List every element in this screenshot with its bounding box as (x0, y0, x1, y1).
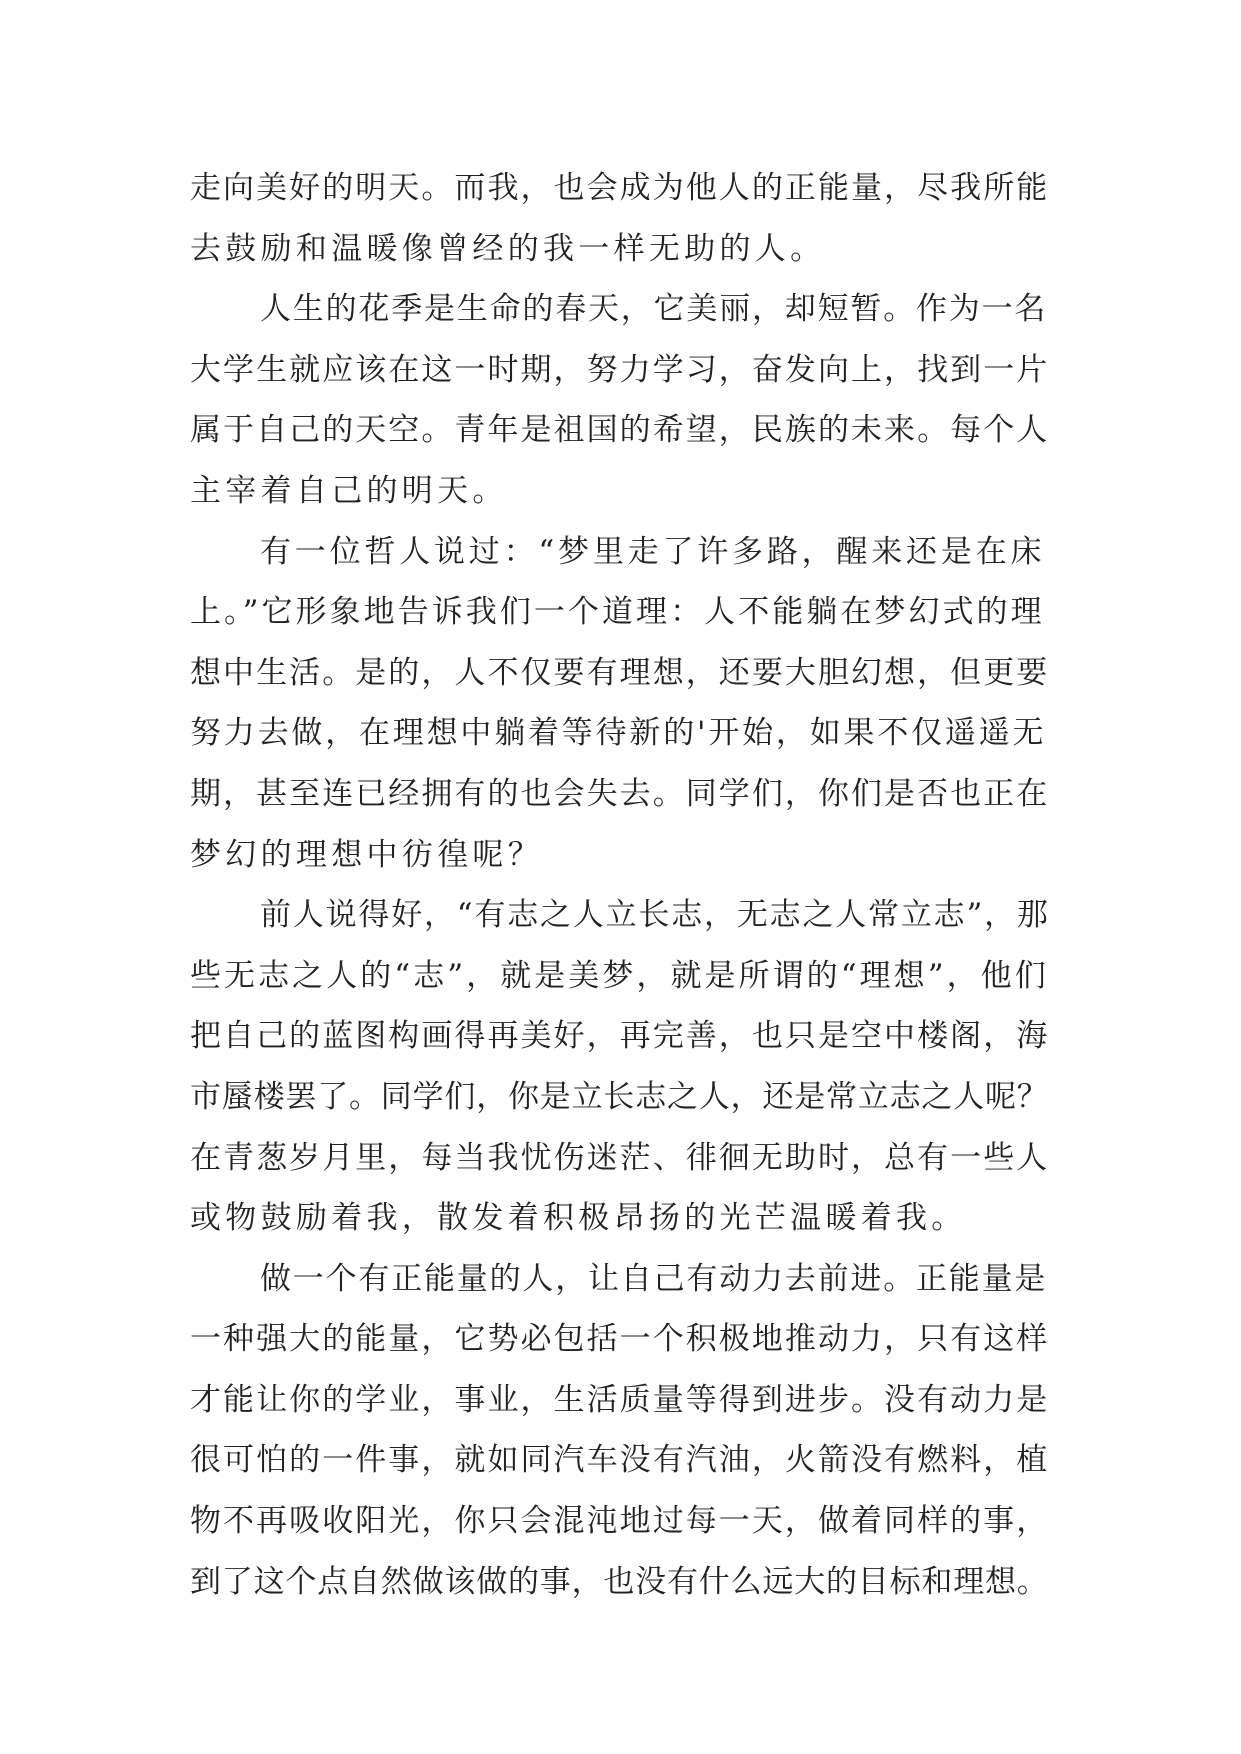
text-line: 去鼓励和温暖像曾经的我一样无助的人。 (190, 230, 826, 267)
text-line: 主宰着自己的明天。 (190, 472, 508, 509)
paragraph-first-line: 前人说得好，“有志之人立长志，无志之人常立志”，那 (260, 897, 1050, 934)
document-body (190, 158, 1050, 1612)
text-line: 市蜃楼罢了。同学们，你是立长志之人，还是常立志之人呢？ (190, 1078, 1049, 1115)
paragraph-first-line: 人生的花季是生命的春天，它美丽，却短暂。作为一名 (260, 291, 1048, 328)
text-line: 努力去做，在理想中躺着等待新的'开始，如果不仅遥遥无 (190, 715, 1047, 752)
text-line: 物不再吸收阳光，你只会混沌地过每一天，做着同样的事， (190, 1503, 1050, 1540)
text-line: 一种强大的能量，它势必包括一个积极地推动力，只有这样 (190, 1321, 1050, 1358)
text-line: 大学生就应该在这一时期，努力学习，奋发向上，找到一片 (190, 351, 1050, 388)
text-line: 到了这个点自然做该做的事，也没有什么远大的目标和理想。 (190, 1563, 1049, 1600)
text-line: 把自己的蓝图构画得再美好，再完善，也只是空中楼阁，海 (190, 1018, 1050, 1055)
text-line: 或物鼓励着我，散发着积极昂扬的光芒温暖着我。 (190, 1200, 967, 1237)
paragraph-first-line: 有一位哲人说过：“梦里走了许多路，醒来还是在床 (260, 533, 1046, 570)
text-line: 想中生活。是的，人不仅要有理想，还要大胆幻想，但更要 (190, 654, 1050, 691)
text-line: 很可怕的一件事，就如同汽车没有汽油，火箭没有燃料，植 (190, 1442, 1050, 1479)
text-line: 上。”它形象地告诉我们一个道理：人不能躺在梦幻式的理 (190, 594, 1045, 631)
text-line: 梦幻的理想中彷徨呢？ (190, 836, 543, 873)
text-line: 在青葱岁月里，每当我忧伤迷茫、徘徊无助时，总有一些人 (190, 1139, 1050, 1176)
text-line: 才能让你的学业，事业，生活质量等得到进步。没有动力是 (190, 1381, 1050, 1418)
text-line: 属于自己的天空。青年是祖国的希望，民族的未来。每个人 (190, 412, 1050, 449)
text-line: 走向美好的明天。而我，也会成为他人的正能量，尽我所能 (190, 170, 1050, 206)
text-line: 期，甚至连已经拥有的也会失去。同学们，你们是否也正在 (190, 775, 1050, 812)
text-line: 些无志之人的“志”，就是美梦，就是所谓的“理想”，他们 (190, 957, 1049, 994)
paragraph-first-line: 做一个有正能量的人，让自己有动力去前进。正能量是 (260, 1260, 1048, 1297)
